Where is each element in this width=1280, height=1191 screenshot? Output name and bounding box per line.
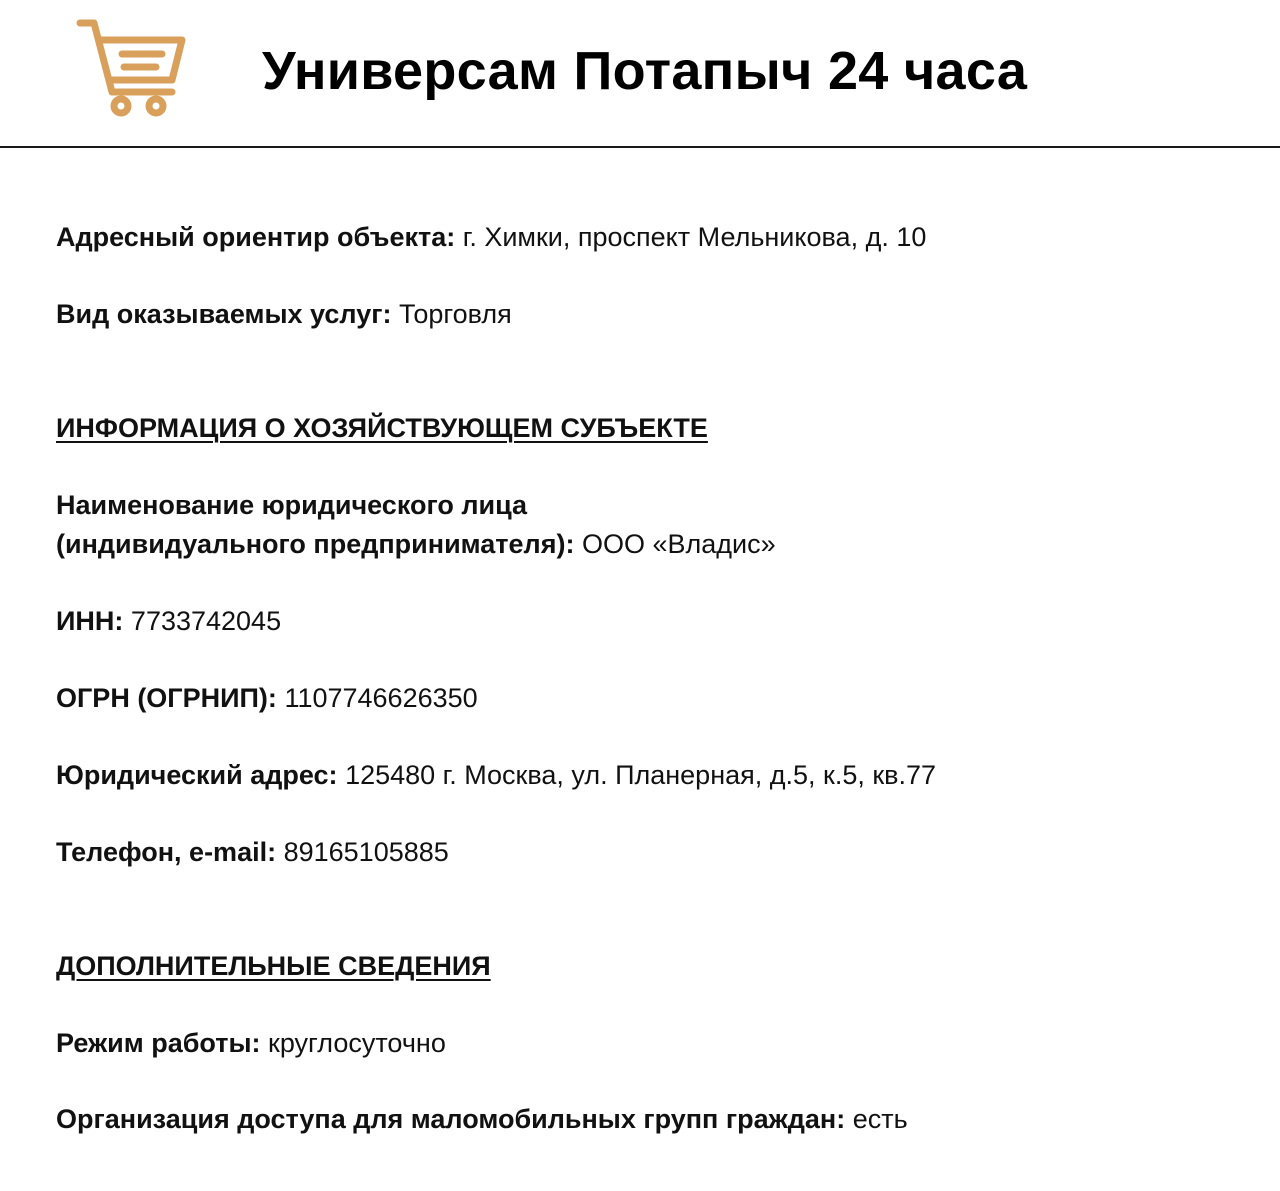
address-row	[56, 218, 926, 256]
page-header	[0, 0, 1280, 148]
inn-value: 7733742045	[130, 606, 282, 636]
hours-row	[56, 1024, 446, 1062]
entity-name-label-second: (индивидуального предпринимателя):	[56, 529, 575, 559]
services-row	[56, 295, 512, 333]
ogrn-value: 1107746626350	[284, 683, 478, 713]
contacts-row	[56, 833, 449, 871]
page-title: Универсам Потапыч 24 часа	[262, 41, 1028, 101]
entity-name-row	[56, 525, 776, 563]
entity-section-heading: ИНФОРМАЦИЯ О ХОЗЯЙСТВУЮЩЕМ СУБЪЕКТЕ	[56, 413, 708, 443]
accessibility-label: Организация доступа для маломобильных групп граждан:	[56, 1104, 846, 1134]
ogrn-row	[56, 679, 478, 717]
entity-name-label-first: Наименование юридического лица	[56, 490, 528, 520]
additional-section-heading: ДОПОЛНИТЕЛЬНЫЕ СВЕДЕНИЯ	[56, 951, 491, 981]
services-label: Вид оказываемых услуг:	[56, 299, 392, 329]
accessibility-value: есть	[852, 1104, 908, 1134]
shopping-cart-icon	[74, 14, 190, 120]
legal-address-value: 125480 г. Москва, ул. Планерная, д.5, к.5, кв.77	[345, 760, 937, 790]
address-label: Адресный ориентир объекта:	[56, 222, 456, 252]
entity-name-value: ООО «Владис»	[581, 529, 776, 559]
inn-row	[56, 602, 281, 640]
entity-name-label-line1	[56, 486, 527, 524]
ogrn-label: ОГРН (ОГРНИП):	[56, 683, 277, 713]
legal-address-row	[56, 756, 936, 794]
contacts-value: 89165105885	[283, 837, 449, 867]
address-value: г. Химки, проспект Мельникова, д. 10	[462, 222, 927, 252]
services-value: Торговля	[398, 299, 512, 329]
hours-value: круглосуточно	[268, 1028, 446, 1058]
contacts-label: Телефон, e-mail:	[56, 837, 277, 867]
accessibility-row	[56, 1100, 908, 1138]
legal-address-label: Юридический адрес:	[56, 760, 338, 790]
inn-label: ИНН:	[56, 606, 124, 636]
hours-label: Режим работы:	[56, 1028, 261, 1058]
